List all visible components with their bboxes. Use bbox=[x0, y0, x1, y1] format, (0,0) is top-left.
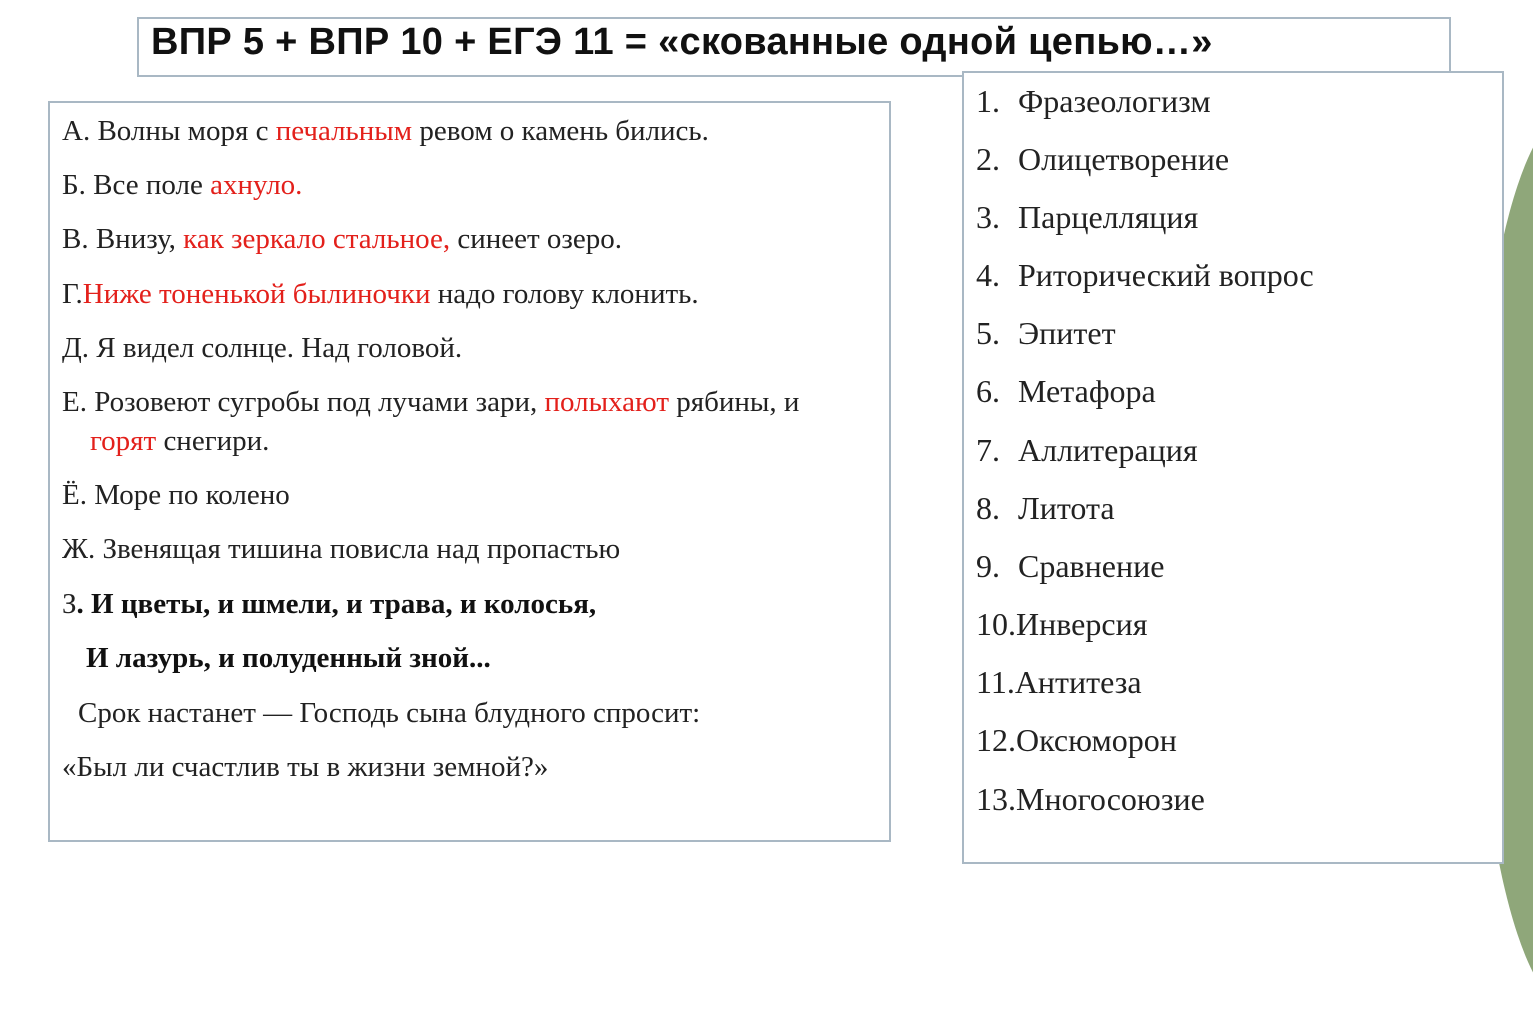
term-item: 6. Метафора bbox=[976, 373, 1156, 409]
term-item: 13.Многосоюзие bbox=[976, 781, 1205, 817]
term-item: 10.Инверсия bbox=[976, 606, 1148, 642]
term-item: 3. Парцелляция bbox=[976, 199, 1199, 235]
term-item: 12.Оксюморон bbox=[976, 722, 1177, 758]
example-zh: Ж. Звенящая тишина повисла над пропастью bbox=[62, 533, 621, 565]
example-e-line2: горят снегири. bbox=[90, 425, 270, 457]
example-g: Г.Ниже тоненькой былиночки надо голову клонить. bbox=[62, 278, 699, 310]
example-z-line3: Срок настанет — Господь сына блудного спросит: bbox=[78, 697, 701, 729]
example-e-line1: Е. Розовеют сугробы под лучами зари, полыхают рябины, и bbox=[62, 386, 800, 418]
term-item: 2. Олицетворение bbox=[976, 141, 1230, 177]
example-yo: Ё. Море по колено bbox=[62, 479, 290, 511]
term-item: 7. Аллитерация bbox=[976, 432, 1198, 468]
term-item: 5. Эпитет bbox=[976, 315, 1116, 351]
term-item: 8. Литота bbox=[976, 490, 1115, 526]
example-z-line4: «Был ли счастлив ты в жизни земной?» bbox=[62, 751, 549, 783]
title-box bbox=[137, 17, 1451, 77]
terms-box bbox=[962, 71, 1504, 864]
example-z-line2: И лазурь, и полуденный зной... bbox=[86, 642, 491, 674]
example-a: А. Волны моря с печальным ревом о камень бились. bbox=[62, 115, 709, 147]
example-d: Д. Я видел солнце. Над головой. bbox=[62, 332, 463, 364]
examples-box bbox=[48, 101, 891, 842]
term-item: 9. Сравнение bbox=[976, 548, 1165, 584]
example-v: В. Внизу, как зеркало стальное, синеет озеро. bbox=[62, 223, 622, 255]
term-item: 4. Риторический вопрос bbox=[976, 257, 1314, 293]
slide-title: ВПР 5 + ВПР 10 + ЕГЭ 11 = «скованные одной цепью…» bbox=[151, 21, 1213, 63]
term-item: 1. Фразеологизм bbox=[976, 83, 1211, 119]
example-b: Б. Все поле ахнуло. bbox=[62, 169, 303, 201]
example-z-line1: З. И цветы, и шмели, и трава, и колосья, bbox=[62, 588, 597, 620]
term-item: 11.Антитеза bbox=[976, 664, 1142, 700]
